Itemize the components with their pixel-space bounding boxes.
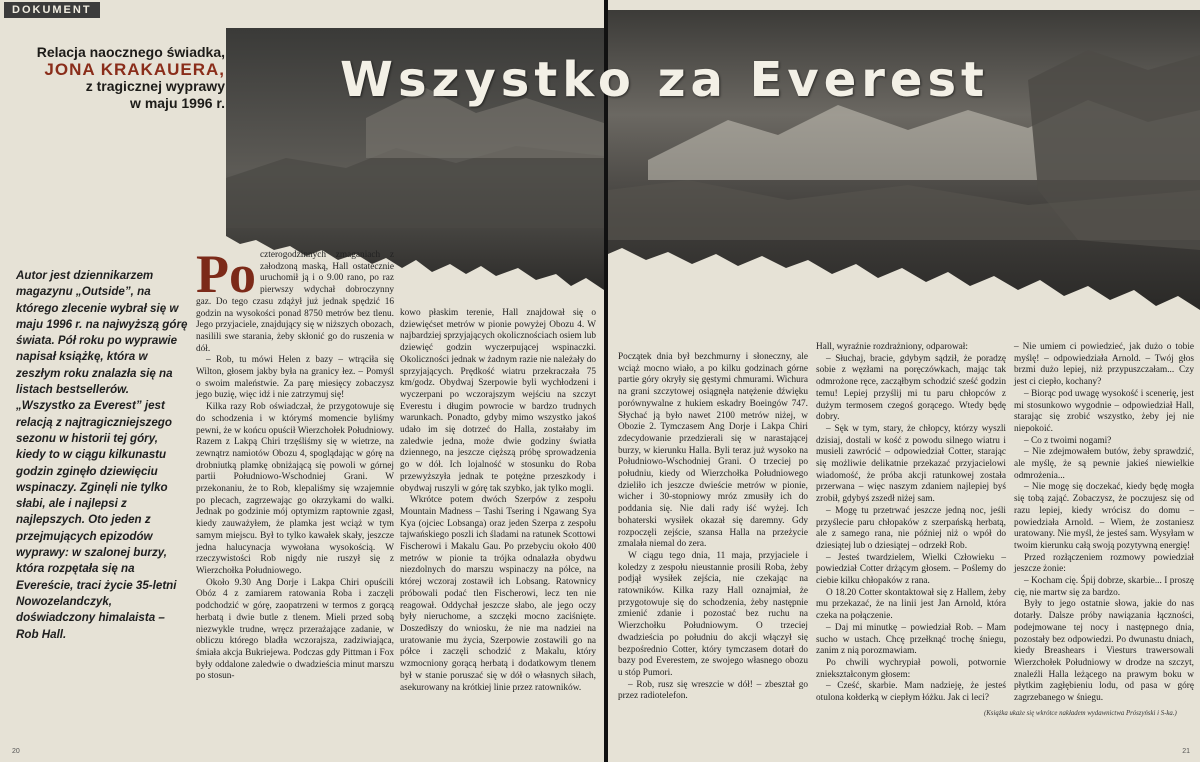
paragraph: Po chwili wychrypiał powoli, potwornie zniekształconym głosem: — [816, 657, 1006, 680]
kicker-line-4: w maju 1996 r. — [130, 95, 225, 111]
paragraph: Hall, wyraźnie rozdrażniony, odparował: — [816, 342, 968, 352]
book-credit: (Książka ukaże się wkrótce nakładem wydawnictwa Prószyński i S-ka.) — [984, 710, 1177, 717]
paragraph: Kilka razy Rob oświadczał, że przygotowuje się do schodzenia i w którymś momencie byliśmy pewni, że w końcu opuścił Wierzchołek Południowy. Razem z Lakpą Chiri trzęśliśmy się w wietrze, na zewnątrz namiotów Obozu 4, spoglądając w górę na drobniutką plamkę obniżającą się powoli w górnej partii Południowo-Wschodniej Grani. W przekonaniu, że to Rob, klepaliśmy się wzajemnie po plecach, zagrzewając go okrzykami do walki. Jednak po godzinie mój optymizm raptownie zgasł, kiedy zauważyłem, że plamka jest wciąż w tym samym miejscu. Był to tylko kawałek skały, jeszcze jedna halucynacja wywołana wysokością. W rzeczywistości Rob nigdy nie ruszył się z Wierzchołka Południowego. — [196, 402, 394, 576]
paragraph: O 18.20 Cotter skontaktował się z Hallem, żeby mu przekazać, że na linii jest Jan Arnold, która czeka na połączenie. — [816, 587, 1006, 622]
paragraph: – Mogę tu przetrwać jeszcze jedną noc, jeśli przyślecie paru chłopaków z szerpańską herbatą, ale z samego rana, nie później niż o wpół do dziesiątej lub o dziesiątej – odrzekł Rob. — [816, 505, 1006, 551]
author-name: JONA KRAKAUERA, — [44, 60, 225, 79]
paragraph: – Nie umiem ci powiedzieć, jak dużo o tobie myślę! – odpowiedziała Arnold. – Twój głos brzmi dużo lepiej, niż przypuszczałam... Czy jest ci ciepło, kochany? — [1014, 342, 1194, 388]
paragraph: – Rob, rusz się wreszcie w dół! – zbeształ go przez radiotelefon. — [618, 679, 808, 702]
article-column-4 — [816, 342, 1006, 705]
kicker-line-1: Relacja naocznego świadka, — [36, 44, 225, 60]
headline: Wszystko za Everest — [340, 52, 989, 108]
article-column-1 — [196, 244, 394, 683]
section-label: DOKUMENT — [4, 2, 100, 18]
paragraph: Były to jego ostatnie słowa, jakie do nas dotarły. Dalsze próby nawiązania łączności, podejmowane tej nocy i następnego dnia, pozostały bez odpowiedzi. Po dwunastu dniach, kiedy Breashears i Viesturs trawersowali Wierzchołek Południowy w drodze na szczyt, znaleźli Halla leżącego na prawym boku w płytkim zagłębieniu lodu, od pasa w górę zagrzebanego w śniegu. — [1014, 599, 1194, 704]
paragraph: – Jesteś twardzielem, Wielki Człowieku – powiedział Cotter drżącym głosem. – Poślemy do ciebie kilku chłopaków z rana. — [816, 552, 1006, 587]
kicker-line-3: z tragicznej wyprawy — [85, 78, 225, 94]
paragraph: – Słuchaj, bracie, gdybym sądził, że poradzę sobie z węzłami na poręczówkach, mając tak odmrożone ręce, zacząłbym schodzić sześć godzin temu! Lepiej przyślij mi tu paru chłopców z dużym termosem czegoś gorącego. Wtedy będę dobry. — [816, 353, 1006, 423]
article-column-5 — [1014, 342, 1194, 705]
article-column-2 — [400, 308, 596, 694]
paragraph: – Cześć, skarbie. Mam nadzieję, że jesteś otulona kołderką w ciepłym łóżku. Jak ci leci? — [816, 681, 1006, 704]
paragraph: Początek dnia był bezchmurny i słoneczny, ale wciąż mocno wiało, a po kilku godzinach górne partie góry okryły się gęstymi chmurami. Wichura na grani szczytowej osiągnęła natężenie dźwięku porównywalne z hukiem eskadry Boeingów 747. Słychać ją było nawet 2100 metrów niżej, w Obozie 2. Tymczasem Ang Dorje i Lakpa Chiri zdecydowanie przedzierali się w narastającej burzy, w kierunku Halla. Byli teraz już wysoko na Południowo-Wschodniej Grani. O trzeciej po południu, kiedy od Wierzchołka Południowego dzieliło ich jeszcze dwieście metrów w pionie, wicher i 30-stopniowy mróz zmusiły ich do poddania się. Nie dali rady iść wyżej. Ich bohaterski wysiłek okazał się daremny. Gdy rozpoczęli zejście, szansa Halla na przeżycie zmalała niemal do zera. — [618, 352, 808, 550]
drop-cap: Po — [196, 244, 256, 304]
paragraph: – Kocham cię. Śpij dobrze, skarbie... I proszę cię, nie martw się za bardzo. — [1014, 576, 1194, 598]
page-number-right: 21 — [1182, 748, 1190, 755]
paragraph: – Co z twoimi nogami? — [1024, 435, 1112, 446]
right-page — [608, 0, 1200, 762]
page-number-left: 20 — [12, 748, 20, 755]
article-column-3 — [618, 352, 808, 703]
paragraph: W ciągu tego dnia, 11 maja, przyjaciele i koledzy z zespołu nieustannie prosili Roba, żeby podjął wysiłek zejścia, nie czekając na ratowników. Kilka razy Hall oznajmiał, że przygotowuje się do schodzenia, żeby następnie zmienić zdanie i pozostać bez ruchu na Wierzchołku Południowym. O trzeciej dwadzieścia po południu do akcji włączył się bezpośrednio Cotter, który tymczasem dotarł do bazy pod Everestem, ze swojego własnego obozu u stóp Pumori. — [618, 550, 808, 678]
lead-paragraph: Autor jest dziennikarzem magazynu „Outside”, na którego zlecenie wybrał się w maju 1996 r. na najwyższą górę świata. Pół roku po wyprawie napisał książkę, która w zeszłym roku znalazła się na listach bestsellerów. „Wszystko za Everest” jest relacją z najtragiczniejszego sezonu w historii tej góry, kiedy to w ciągu kilkunastu godzin zginęło dziewięciu wspinaczy. Zginęli nie tylko słabi, ale i najlepsi z najlepszych. Oto jeden z przejmujących epizodów wyprawy: w szalonej burzy, która rozpętała się na Evereście, traci życie 35-letni Nowozelandczyk, doświadczony himalaista – Rob Hall. — [16, 269, 188, 641]
paragraph: kowo płaskim terenie, Hall znajdował się o dziewięćset metrów w pionie powyżej Obozu 4. W najbardziej sprzyjających okolicznościach osiem lub dziewięć godzin wyczerpującej wspinaczki. Okoliczności jednak w żadnym razie nie należały do sprzyjających. Prędkość wiatru przekraczała 75 km/godz. Obydwaj Szerpowie byli wychłodzeni i wyczerpani po wczorajszym wejściu na szczyt Everestu i długim powrocie w bardzo trudnych warunkach. Ponadto, gdyby mimo wszystko jakoś udało im się dotrzeć do Halla, zostałaby im zaledwie jedna, może dwie godziny światła dziennego, na jeszcze cięższą próbę sprowadzenia go w dół. Ich lojalność w stosunku do Roba przewyższyła jednak te potężne przeszkody i obydwaj ruszyli w górę tak szybko, jak tylko mogli. — [400, 308, 596, 494]
paragraph: – Biorąc pod uwagę wysokość i scenerię, jest mi stosunkowo wygodnie – odpowiedział Hall, starając się zrobić wszystko, żeby jej nie niepokoić. — [1014, 388, 1194, 434]
paragraph: – Daj mi minutkę – powiedział Rob. – Mam sucho w ustach. Chcę przełknąć trochę śniegu, zanim z nią porozmawiam. — [816, 622, 1006, 657]
paragraph: – Rob, tu mówi Helen z bazy – wtrąciła się Wilton, głosem jakby była na granicy łez. – Pomyśl o swoim maleństwie. Za parę miesięcy zobaczysz jego buzię, więc idź i nie zatrzymuj się! — [196, 355, 394, 401]
kicker — [10, 44, 225, 112]
paragraph: Około 9.30 Ang Dorje i Lakpa Chiri opuścili Obóz 4 z zamiarem ratowania Roba i zaczęli podchodzić w górę, zaopatrzeni w termos z gorącą herbatą i dwie butle z tlenem. Mieli przed sobą niezwykle trudne, wręcz przerażające zadanie, w obliczu którego bladła wczorajsza, zadziwiająca, śmiała akcja Bukriejewa. Podczas gdy Pittman i Fox były oddalone zaledwie o dwadzieścia minut marszu po stosun- — [196, 577, 394, 682]
paragraph: Przed rozłączeniem rozmowy powiedział jeszcze żonie: — [1014, 552, 1194, 575]
paragraph: – Nie zdejmowałem butów, żeby sprawdzić, ale myślę, że są pewnie jakieś niewielkie odmrożenia... — [1014, 447, 1194, 481]
paragraph: czterogodzinnych zmaganiach z załodzoną maską, Hall ostatecznie uruchomił ją i o 9.00 rano, po raz pierwszy wdychał dobroczynny gaz. Do tego czasu zdążył już jednak spędzić 16 godzin na wysokości ponad 8750 metrów bez tlenu. Jego przyjaciele, znajdujący się w niższych obozach, nasilili swe starania, żeby skłonić go do ruszenia w dół. — [196, 250, 394, 354]
paragraph: – Nie mogę się doczekać, kiedy będę mogła się tobą zająć. Zobaczysz, że poczujesz się od razu lepiej, kiedy wrócisz do domu – powiedziała Arnold. – Wiem, że zostaniesz uratowany. Nie myśl, że jesteś sam. Wysyłam w twoim kierunku całą swoją pozytywną energię! — [1014, 482, 1194, 551]
paragraph: – Sęk w tym, stary, że chłopcy, którzy wyszli dzisiaj, dostali w kość z powodu silnego wiatru i musieli zawrócić – odpowiedział Cotter, starając się możliwie delikatnie przekazać przyjacielowi wiadomość, że próba akcji ratunkowej została przerwana – więc naszym zdaniem najlepiej byś zrobił, gdybyś zszedł niżej sam. — [816, 423, 1006, 505]
paragraph: Wkrótce potem dwóch Szerpów z zespołu Mountain Madness – Tashi Tsering i Ngawang Sya Kya (ojciec Lobsanga) oraz jeden Szerpa z zespołu tajwańskiego poszli ich śladami na ratunek Scottowi Fischerowi i Makalu Gau. Po przebyciu około 400 metrów w pionie ta trójka odnalazła obydwu niezdolnych do marszu wspinaczy na półce, na której wczoraj zostawił ich Lobsang. Ratownicy próbowali podać tlen Fischerowi, lecz ten nie reagował. Oddychał jeszcze słabo, ale jego oczy były nieruchome, a szczęki mocno zaciśnięte. Doszedłszy do wniosku, że nie ma nadziei na uratowanie mu życia, Szerpowie zostawili go na półce i zaczęli schodzić z Makalu, który wzmocniony gorącą herbatą i dodatkowym tlenem był w stanie poruszać się w dół o własnych siłach, asekurowany na krótkiej linie przez ratowników. — [400, 495, 596, 693]
